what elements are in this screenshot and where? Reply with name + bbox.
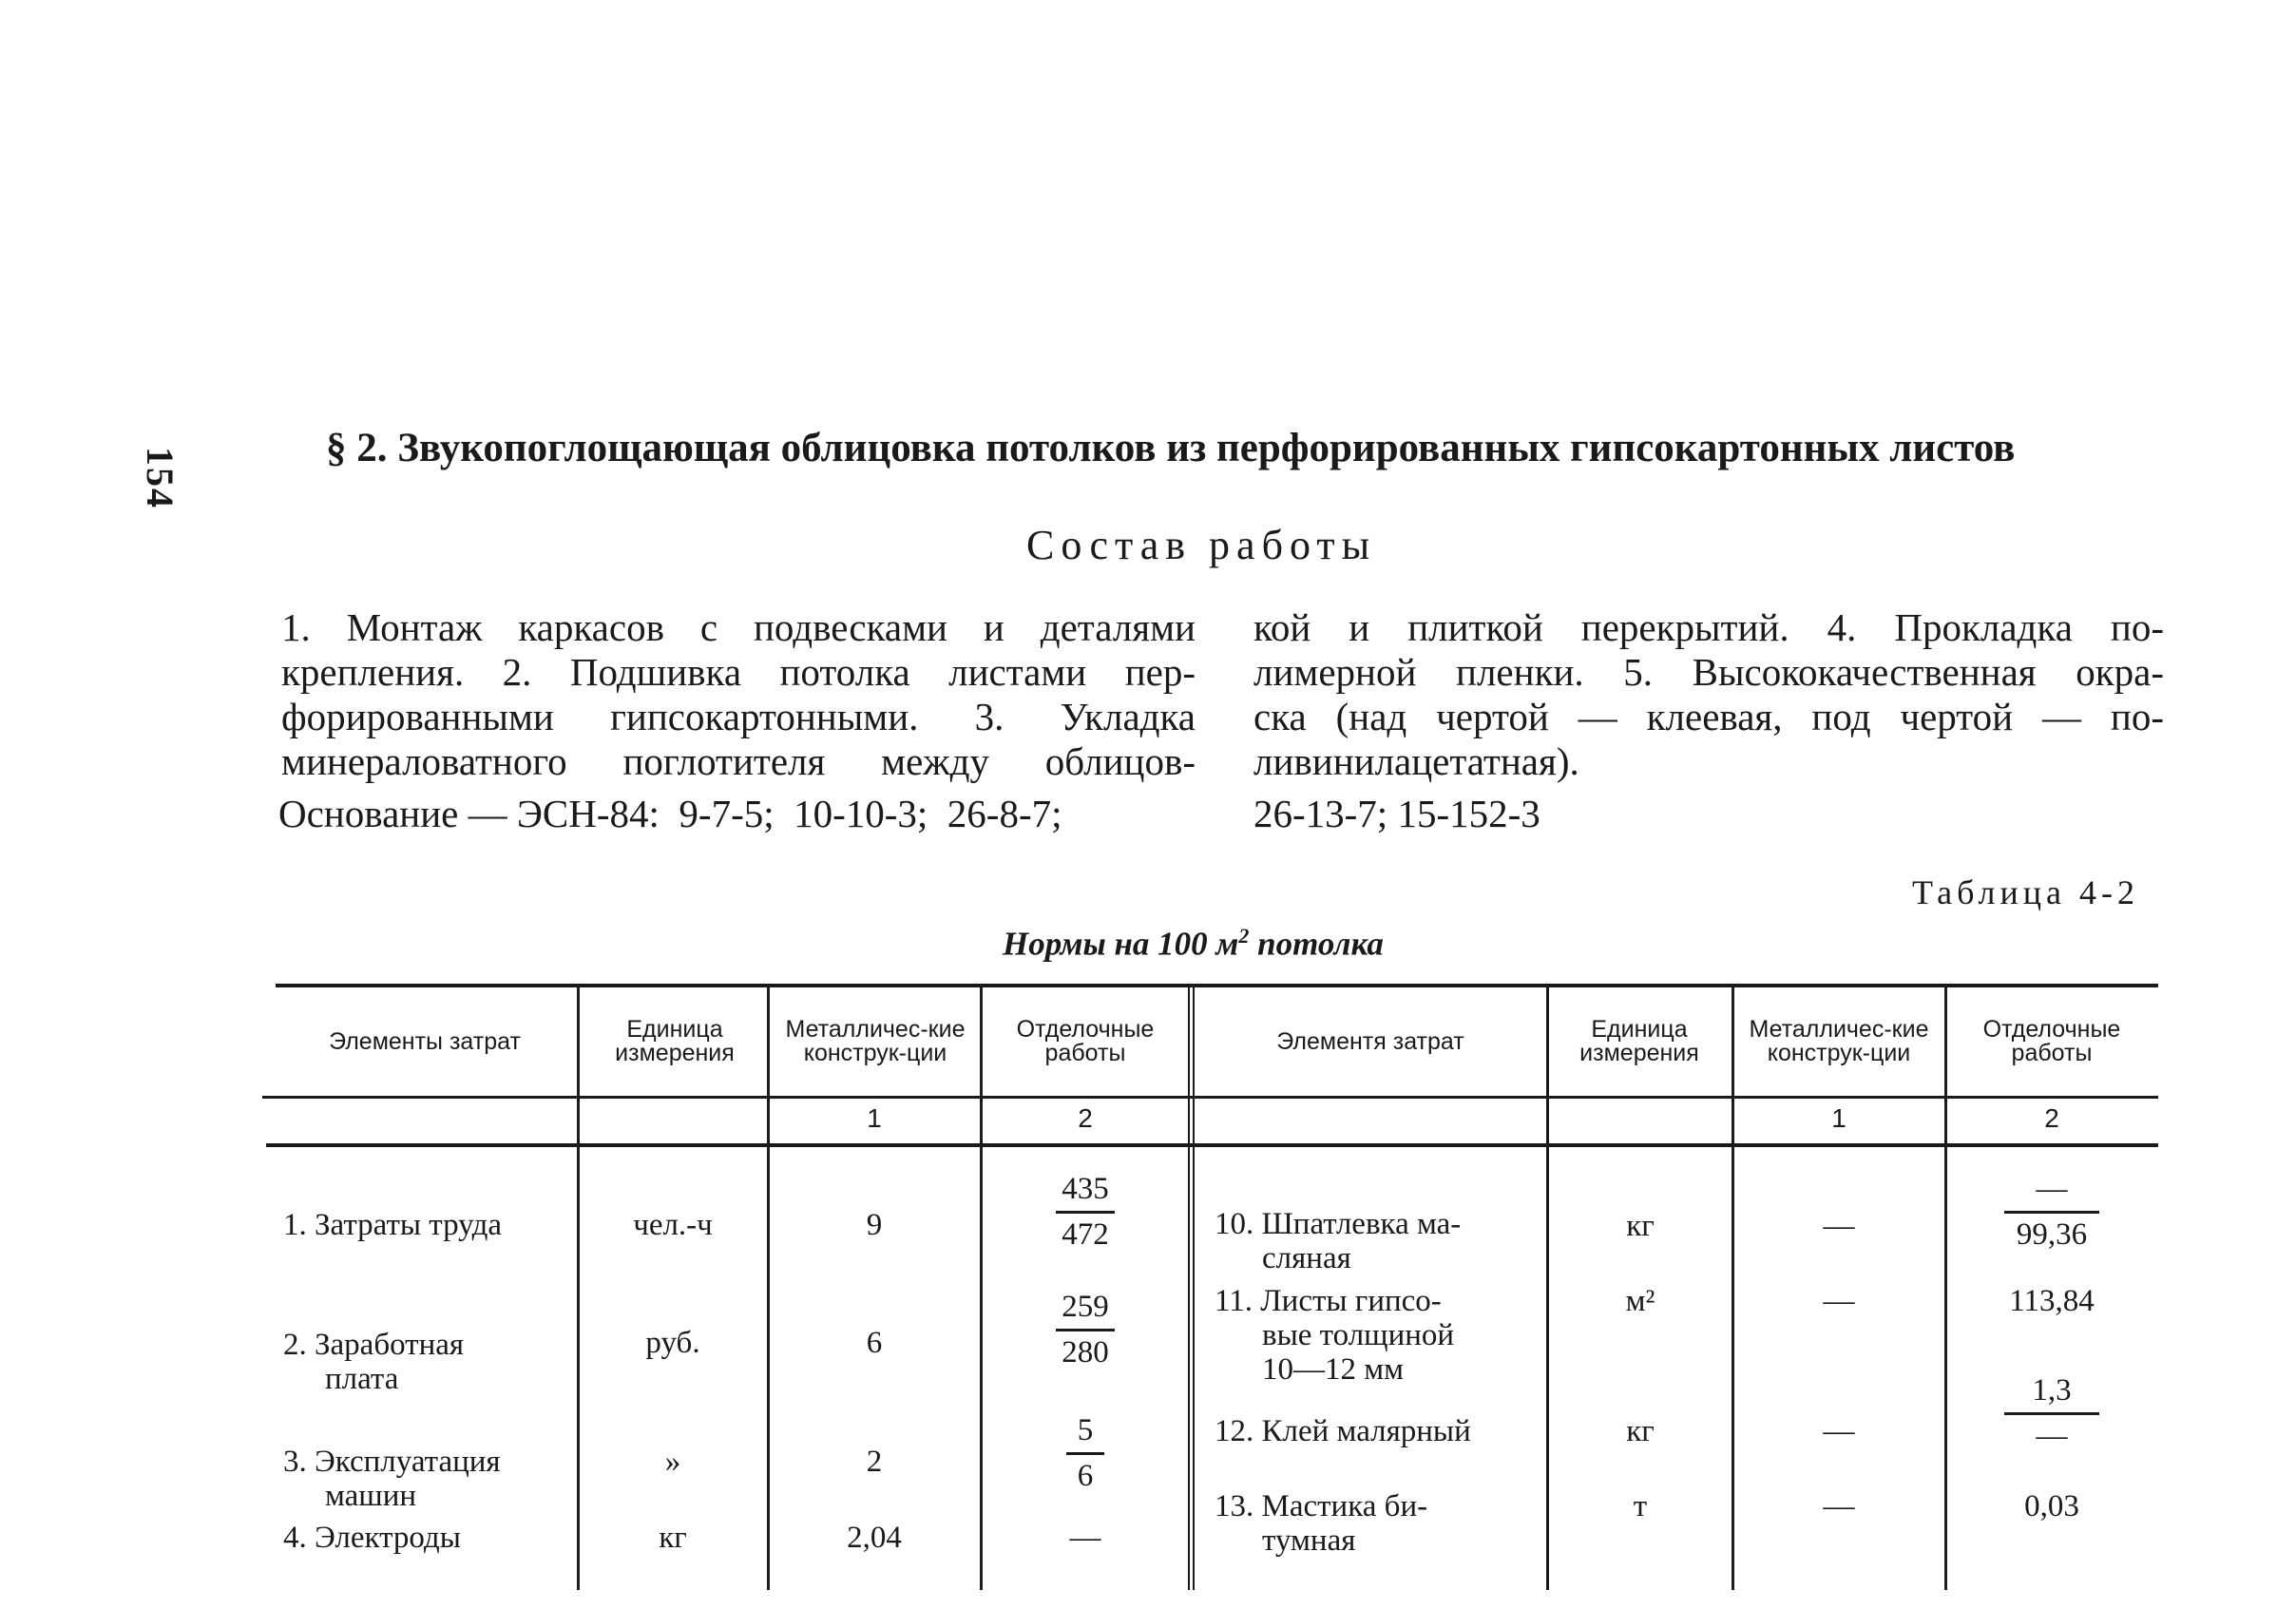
fraction-bottom: 6 xyxy=(1077,1459,1094,1493)
row-finishing-fraction xyxy=(983,1172,1188,1253)
row-finishing-fraction xyxy=(1947,1172,2156,1253)
work-line: ска (над чертой — клеевая, под чертой — по- xyxy=(1253,695,2164,738)
header-unit-right: Единица измерения xyxy=(1579,1016,1699,1066)
table-title xyxy=(1003,924,1384,964)
fraction-top: — xyxy=(2036,1172,2068,1206)
row-name-cont: машин xyxy=(325,1479,417,1513)
row-name: 4. Электроды xyxy=(283,1521,461,1555)
row-unit: м² xyxy=(1625,1284,1655,1318)
row-name: 3. Эксплуатация xyxy=(283,1445,501,1479)
header-rule xyxy=(262,1096,2158,1099)
table-top-rule xyxy=(276,984,2158,987)
row-name-cont: 10—12 мм xyxy=(1262,1352,1405,1387)
row-name-cont: тумная xyxy=(1262,1523,1356,1558)
fraction-bottom: 472 xyxy=(1062,1217,1109,1252)
fraction-top: 5 xyxy=(1077,1413,1094,1447)
double-divider xyxy=(1188,987,1195,1590)
fraction-bottom: — xyxy=(2036,1419,2068,1453)
basis-left: Основание — ЭСН-84: 9-7-5; 10-10-3; 26-8-7; xyxy=(278,792,1062,835)
row-metal: 2 xyxy=(866,1445,883,1479)
work-line: лимерной пленки. 5. Высококачественная окра- xyxy=(1253,650,2164,694)
row-metal: — xyxy=(1823,1284,1855,1318)
page-number: 154 xyxy=(139,447,182,509)
work-line: 1. Монтаж каркасов с подвесками и деталями xyxy=(281,605,1196,649)
header-unit: Единица измерения xyxy=(615,1016,735,1066)
row-finishing: 113,84 xyxy=(2009,1284,2095,1318)
section-heading: § 2. Звукопоглощающая облицовка потолков из перфорированных гипсокартонных листов xyxy=(326,426,2016,470)
fraction-top: 1,3 xyxy=(2032,1373,2072,1408)
row-name: 10. Шпатлевка ма- xyxy=(1215,1207,1462,1241)
row-finishing: — xyxy=(1069,1521,1101,1555)
table-label: Таблица 4-2 xyxy=(1912,873,2139,911)
row-unit: кг xyxy=(1626,1209,1655,1243)
header-elements-right: Элементя затрат xyxy=(1276,1027,1464,1055)
norms-table xyxy=(262,984,2158,1592)
table-title-sup: 2 xyxy=(1238,924,1250,948)
row-metal: 6 xyxy=(866,1326,883,1360)
row-name: 1. Затраты труда xyxy=(283,1208,503,1242)
fraction-bar xyxy=(2004,1412,2099,1415)
row-unit: кг xyxy=(659,1521,687,1555)
basis-right: 26-13-7; 15-152-3 xyxy=(1253,792,1540,835)
header-metal: Металличес-кие конструк-ции xyxy=(785,1016,966,1066)
col-divider xyxy=(980,987,983,1590)
work-composition-left xyxy=(281,605,1196,784)
header-finishing-right: Отделочные работы xyxy=(1982,1016,2121,1066)
fraction-bar xyxy=(2004,1211,2099,1214)
row-finishing-fraction xyxy=(983,1290,1188,1370)
subheading: Состав работы xyxy=(1026,522,1377,568)
row-name: 13. Мастика би- xyxy=(1215,1489,1428,1523)
fraction-bar xyxy=(1056,1329,1115,1331)
col-divider xyxy=(767,987,770,1590)
table-title-prefix: Нормы на 100 м xyxy=(1003,925,1239,963)
col-number: 2 xyxy=(1078,1103,1093,1133)
header-metal-right: Металличес-кие конструк-ции xyxy=(1749,1016,1929,1066)
row-name-cont: вые толщиной xyxy=(1262,1318,1455,1352)
row-name: 11. Листы гипсо- xyxy=(1215,1284,1442,1318)
row-unit: чел.-ч xyxy=(633,1208,713,1242)
work-line: кой и плиткой перекрытий. 4. Прокладка по- xyxy=(1253,605,2164,649)
row-finishing: 0,03 xyxy=(2024,1489,2079,1523)
work-line: крепления. 2. Подшивка потолка листами пер- xyxy=(281,650,1196,694)
header-elements: Элементы затрат xyxy=(329,1027,521,1055)
work-line: ливинилацетатная). xyxy=(1253,739,1579,783)
row-metal: — xyxy=(1823,1414,1855,1448)
col-divider xyxy=(577,987,580,1590)
fraction-bar xyxy=(1056,1211,1115,1214)
row-unit: руб. xyxy=(645,1326,700,1360)
fraction-top: 435 xyxy=(1062,1172,1109,1206)
fraction-top: 259 xyxy=(1062,1290,1109,1324)
row-metal: 2,04 xyxy=(847,1521,902,1555)
row-name-cont: сляная xyxy=(1262,1241,1351,1275)
row-metal: 9 xyxy=(866,1208,883,1242)
fraction-bottom: 99,36 xyxy=(2016,1217,2088,1252)
work-line: минераловатного поглотителя между облицов- xyxy=(281,739,1196,783)
work-line: форированными гипсокартонными. 3. Укладка xyxy=(281,695,1196,738)
row-metal: — xyxy=(1823,1209,1855,1243)
header-finishing: Отделочные работы xyxy=(1016,1016,1155,1066)
col-number: 1 xyxy=(1831,1103,1846,1133)
row-metal: — xyxy=(1823,1489,1855,1523)
table-title-suffix: потолка xyxy=(1249,925,1384,963)
row-unit: кг xyxy=(1626,1414,1655,1448)
row-finishing-fraction xyxy=(1947,1373,2156,1454)
row-unit: т xyxy=(1633,1489,1648,1523)
row-unit: » xyxy=(664,1445,681,1479)
fraction-bottom: 280 xyxy=(1062,1335,1109,1370)
col-number: 1 xyxy=(867,1103,882,1133)
numbers-rule xyxy=(266,1143,2158,1147)
row-name-cont: плата xyxy=(325,1362,399,1396)
fraction-bar xyxy=(1066,1452,1104,1455)
col-number: 2 xyxy=(2044,1103,2059,1133)
row-name: 2. Заработная xyxy=(283,1328,465,1362)
row-name: 12. Клей малярный xyxy=(1215,1414,1471,1448)
row-finishing-fraction xyxy=(983,1413,1188,1494)
work-composition-right xyxy=(1253,605,2164,784)
